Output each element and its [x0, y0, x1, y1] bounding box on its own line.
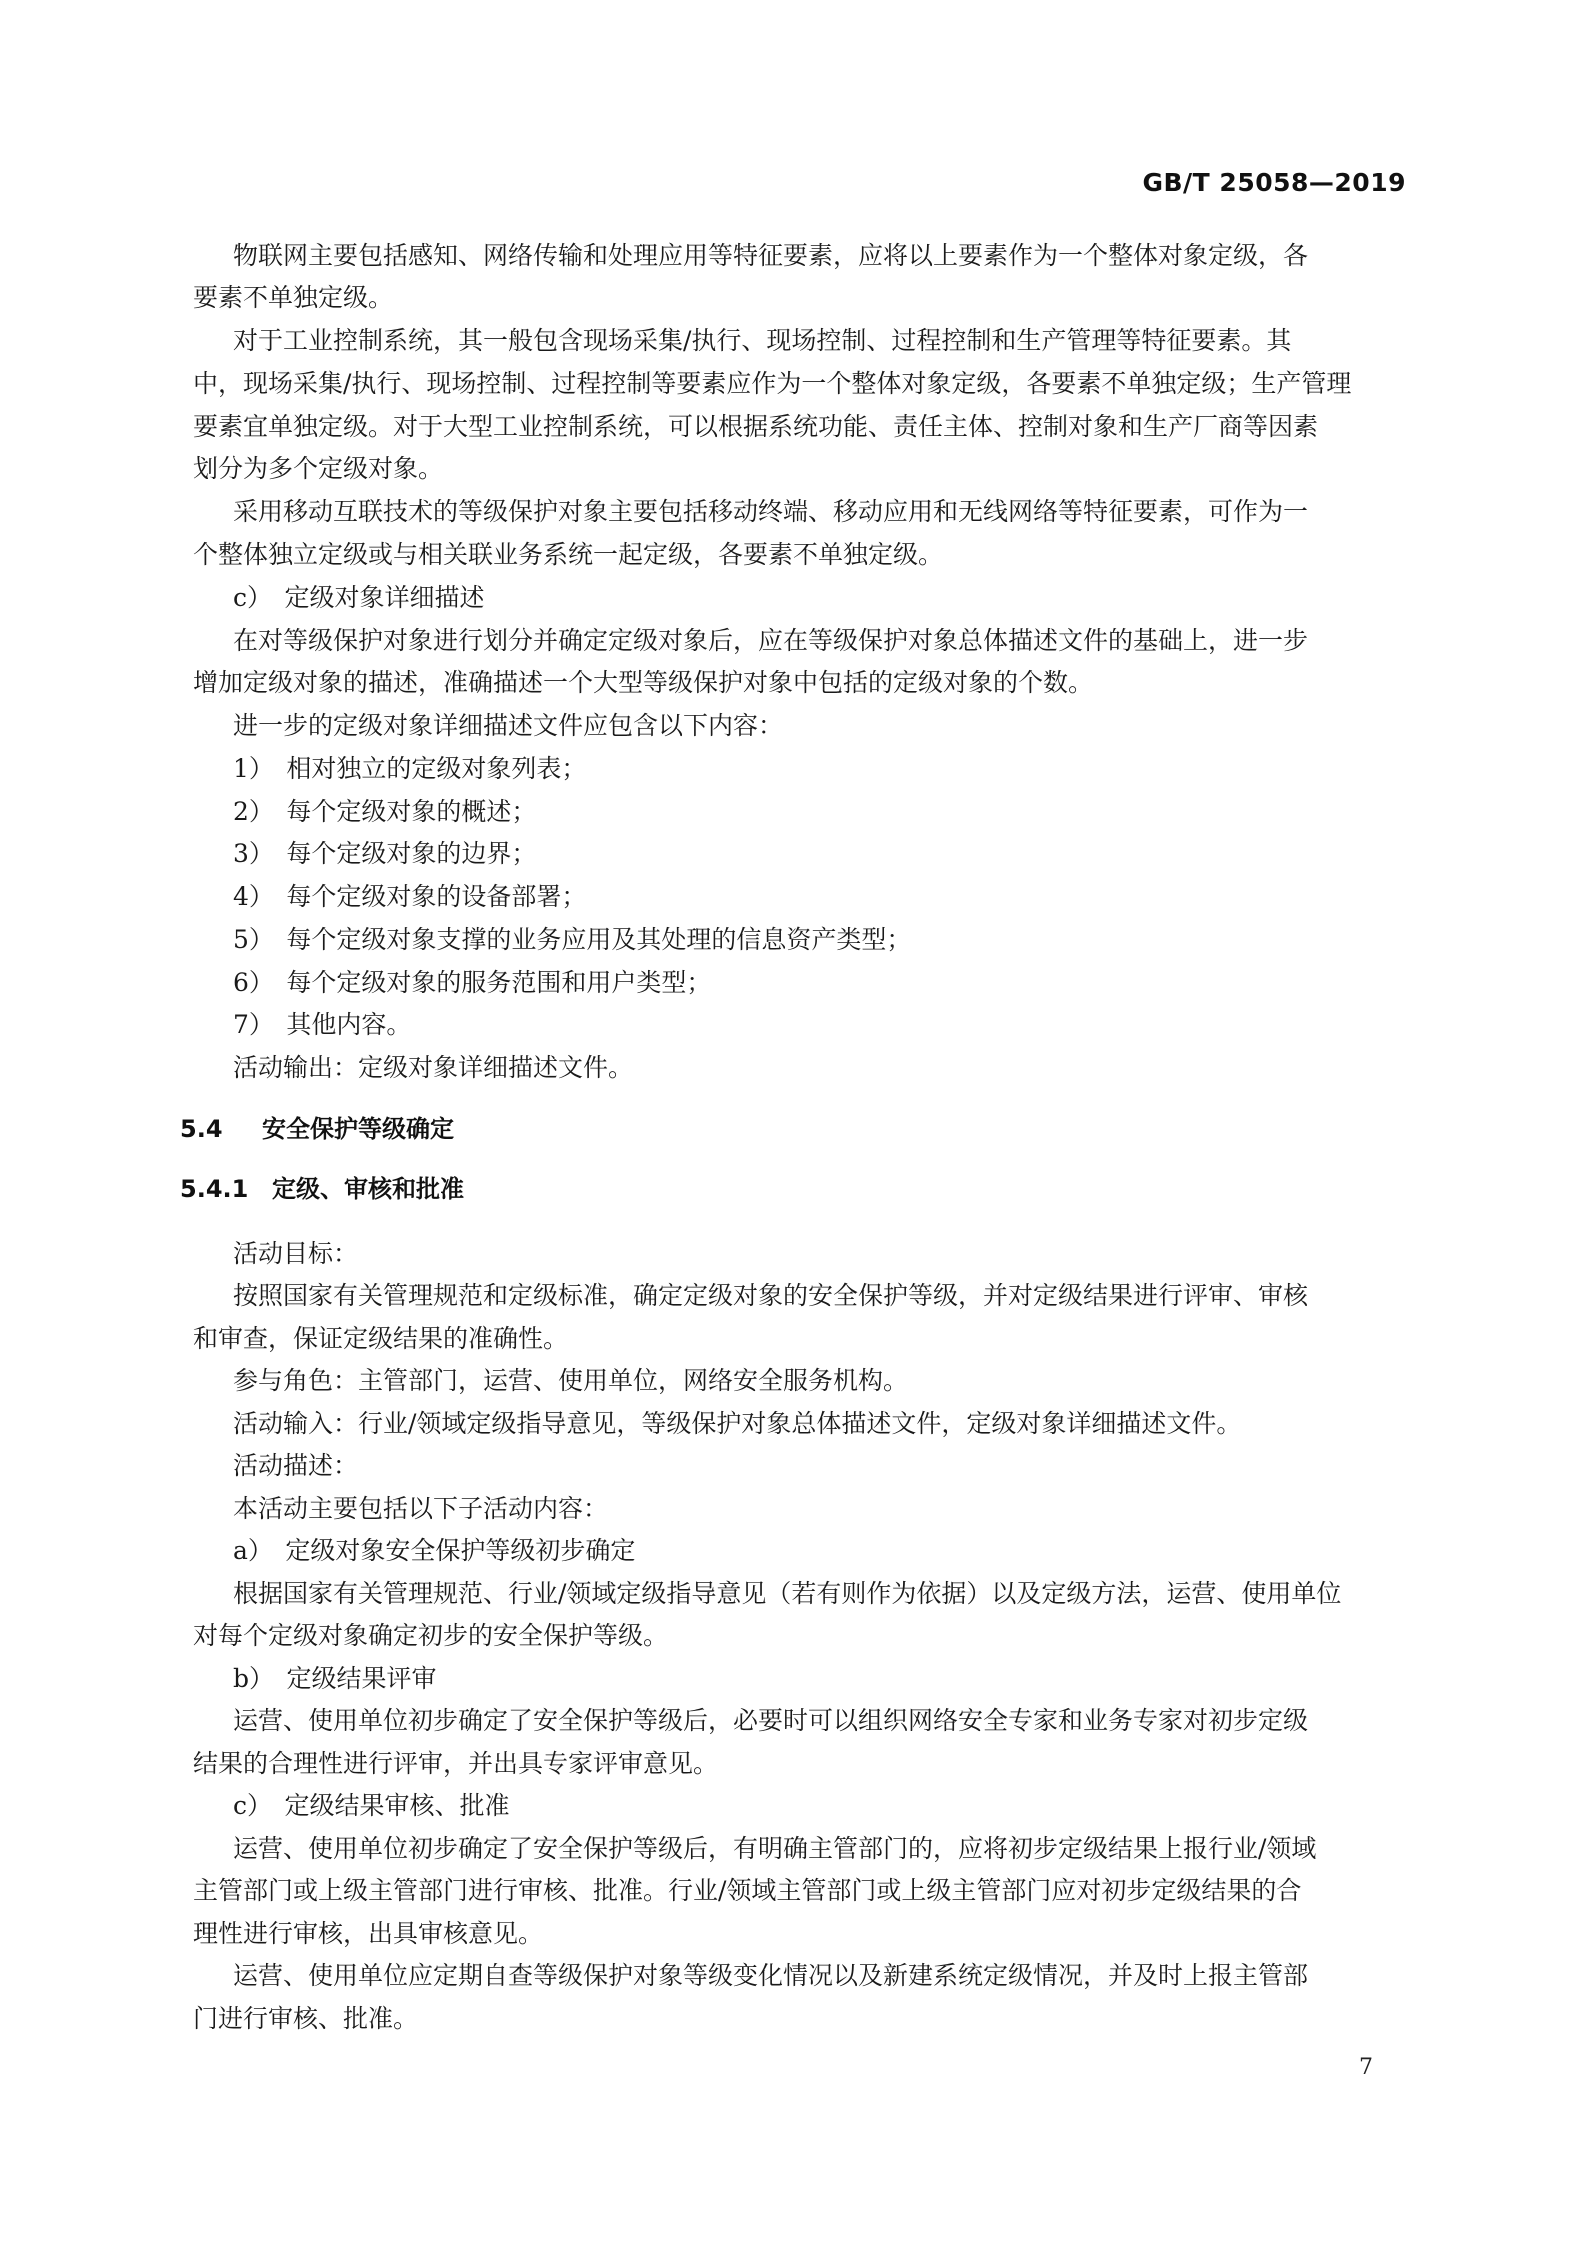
- section-number: 5.4.1: [180, 1175, 249, 1203]
- paragraph-line: 本活动主要包括以下子活动内容：: [233, 1494, 609, 1523]
- paragraph-line: 运营、使用单位初步确定了安全保护等级后，必要时可以组织网络安全专家和业务专家对初步定级: [233, 1706, 1309, 1735]
- paragraph-line: 理性进行审核，出具审核意见。: [193, 1919, 544, 1948]
- paragraph-line: 要素不单独定级。: [193, 283, 394, 312]
- page-number: 7: [1359, 2055, 1373, 2080]
- section-heading-5-4: [180, 1113, 454, 1145]
- paragraph-line: 划分为多个定级对象。: [193, 454, 444, 483]
- paragraph-line: 活动输出：定级对象详细描述文件。: [233, 1053, 634, 1082]
- paragraph-line: 结果的合理性进行评审，并出具专家评审意见。: [193, 1749, 719, 1778]
- list-item: 4） 每个定级对象的设备部署；: [233, 882, 587, 911]
- list-item-heading: c） 定级结果审核、批准: [233, 1791, 510, 1820]
- paragraph-line: 进一步的定级对象详细描述文件应包含以下内容：: [233, 711, 784, 740]
- paragraph-line: 活动描述：: [233, 1451, 359, 1480]
- list-item-heading: b） 定级结果评审: [233, 1664, 437, 1693]
- paragraph-line: 和审查，保证定级结果的准确性。: [193, 1324, 569, 1353]
- paragraph-line: 采用移动互联技术的等级保护对象主要包括移动终端、移动应用和无线网络等特征要素，可作为一: [233, 497, 1309, 526]
- section-heading-5-4-1: [180, 1173, 464, 1205]
- paragraph-line: 中，现场采集/执行、现场控制、过程控制等要素应作为一个整体对象定级，各要素不单独定级；生产管理: [193, 369, 1352, 398]
- list-item-heading: a） 定级对象安全保护等级初步确定: [233, 1536, 636, 1565]
- paragraph-line: 根据国家有关管理规范、行业/领域定级指导意见（若有则作为依据）以及定级方法，运营、使用单位: [233, 1579, 1342, 1608]
- section-title: 定级、审核和批准: [272, 1175, 464, 1203]
- paragraph-line: 参与角色：主管部门，运营、使用单位，网络安全服务机构。: [233, 1366, 909, 1395]
- list-item: 5） 每个定级对象支撑的业务应用及其处理的信息资产类型；: [233, 925, 912, 954]
- list-item-heading: c） 定级对象详细描述: [233, 583, 485, 612]
- paragraph-line: 门进行审核、批准。: [193, 2004, 419, 2033]
- section-number: 5.4: [180, 1115, 223, 1143]
- section-title: 安全保护等级确定: [262, 1115, 454, 1143]
- paragraph-line: 对于工业控制系统，其一般包含现场采集/执行、现场控制、过程控制和生产管理等特征要素。其: [233, 326, 1292, 355]
- list-item: 1） 相对独立的定级对象列表；: [233, 754, 587, 783]
- paragraph-line: 活动输入：行业/领域定级指导意见，等级保护对象总体描述文件，定级对象详细描述文件。: [233, 1409, 1242, 1438]
- paragraph-line: 按照国家有关管理规范和定级标准，确定定级对象的安全保护等级，并对定级结果进行评审、审核: [233, 1281, 1309, 1310]
- paragraph-line: 物联网主要包括感知、网络传输和处理应用等特征要素，应将以上要素作为一个整体对象定级，各: [233, 241, 1309, 270]
- paragraph-line: 运营、使用单位初步确定了安全保护等级后，有明确主管部门的，应将初步定级结果上报行业/领域: [233, 1834, 1317, 1863]
- standard-code: GB/T 25058—2019: [1142, 168, 1406, 197]
- paragraph-line: 要素宜单独定级。对于大型工业控制系统，可以根据系统功能、责任主体、控制对象和生产厂商等因素: [193, 412, 1319, 441]
- paragraph-line: 增加定级对象的描述，准确描述一个大型等级保护对象中包括的定级对象的个数。: [193, 668, 1094, 697]
- paragraph-line: 在对等级保护对象进行划分并确定定级对象后，应在等级保护对象总体描述文件的基础上，进一步: [233, 626, 1309, 655]
- paragraph-line: 主管部门或上级主管部门进行审核、批准。行业/领域主管部门或上级主管部门应对初步定级结果的合: [193, 1876, 1302, 1905]
- list-item: 7） 其他内容。: [233, 1010, 412, 1039]
- paragraph-line: 活动目标：: [233, 1239, 359, 1268]
- list-item: 6） 每个定级对象的服务范围和用户类型；: [233, 968, 712, 997]
- paragraph-line: 运营、使用单位应定期自查等级保护对象等级变化情况以及新建系统定级情况，并及时上报主管部: [233, 1961, 1309, 1990]
- paragraph-line: 个整体独立定级或与相关联业务系统一起定级，各要素不单独定级。: [193, 540, 944, 569]
- list-item: 2） 每个定级对象的概述；: [233, 797, 537, 826]
- paragraph-line: 对每个定级对象确定初步的安全保护等级。: [193, 1621, 669, 1650]
- list-item: 3） 每个定级对象的边界；: [233, 839, 537, 868]
